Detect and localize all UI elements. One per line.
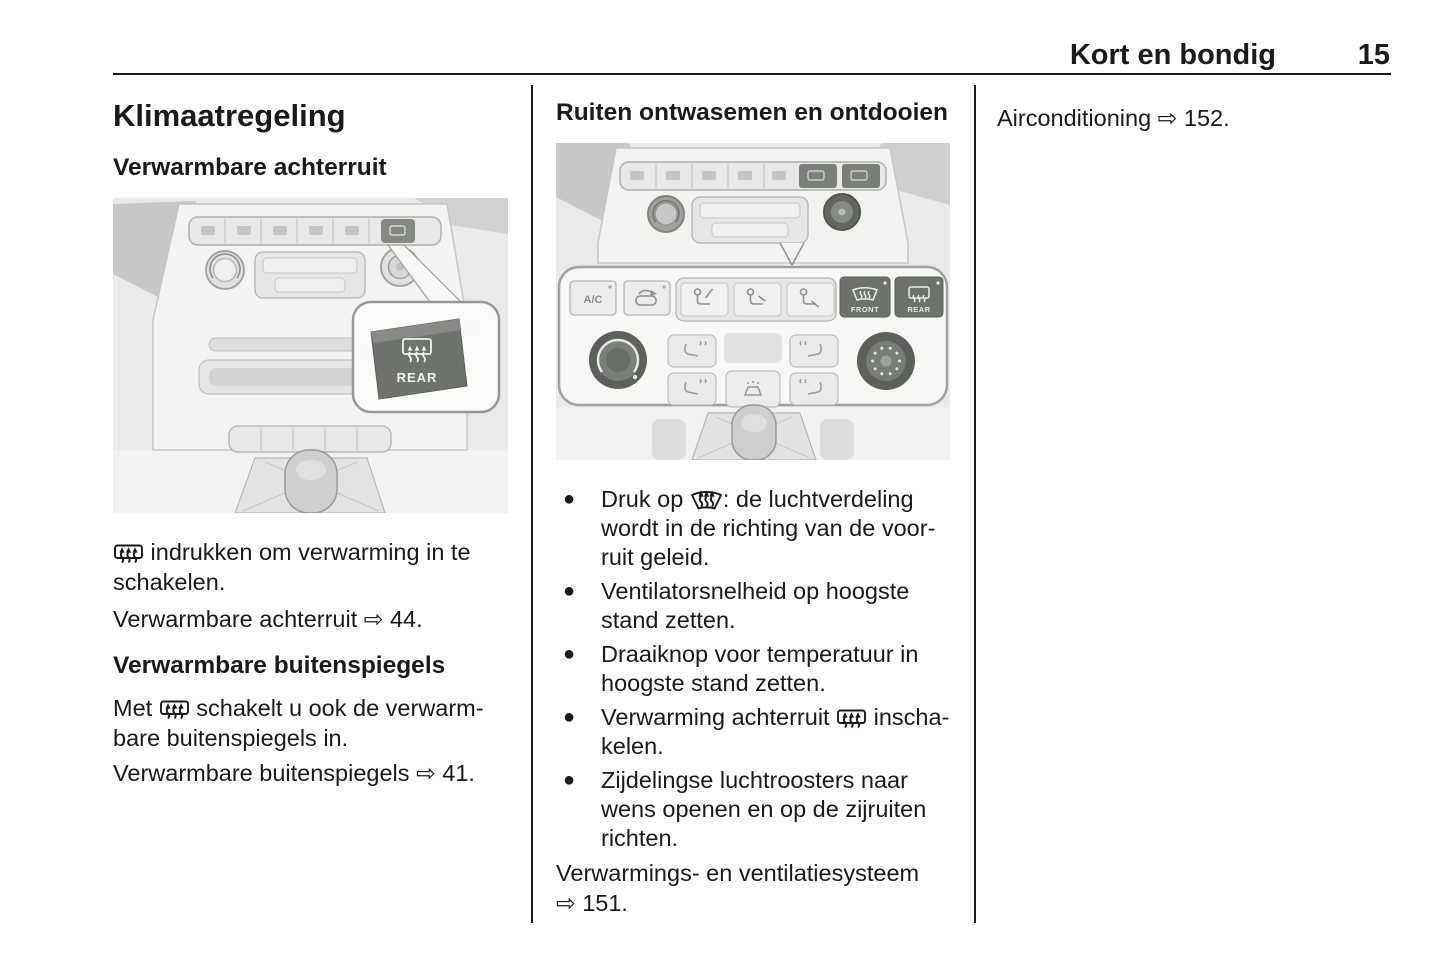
column-climate-control bbox=[113, 98, 510, 788]
recirculation-button bbox=[624, 281, 670, 315]
bullet-marker bbox=[556, 577, 601, 635]
heading-verwarmbare-buitenspiegels: Verwarmbare buitenspiegels bbox=[113, 652, 446, 679]
ref-verwarmings-ventilatiesysteem: Verwarmings- en ventilatiesysteem ⇨ 151. bbox=[556, 860, 920, 916]
front-defrost-button bbox=[840, 277, 890, 317]
list-item-text: Ventilatorsnelheid op hoogste stand zetten. bbox=[601, 578, 910, 633]
demist-steps-list bbox=[556, 485, 953, 853]
list-item-text: Druk op : de luchtverdeling wordt in de richting van de voor- ruit geleid. bbox=[601, 486, 936, 570]
climate-panel-callout bbox=[559, 267, 947, 407]
list-item bbox=[556, 640, 953, 698]
list-item bbox=[556, 577, 953, 635]
list-item-text: Verwarming achterruit inscha- kelen. bbox=[601, 704, 950, 759]
rear-button-label-panel: REAR bbox=[907, 305, 931, 314]
page-number: 15 bbox=[1357, 39, 1390, 71]
list-item-text: Zijdelingse luchtroosters naar wens openen en op de zijruiten richten. bbox=[601, 767, 927, 851]
front-defrost-icon bbox=[690, 488, 723, 511]
bullet-marker bbox=[556, 485, 601, 572]
column-airconditioning bbox=[997, 98, 1391, 133]
ref-verwarmbare-buitenspiegels: Verwarmbare buitenspiegels ⇨ 41. bbox=[113, 760, 475, 786]
rear-defrost-button bbox=[895, 277, 943, 317]
para-heated-mirrors: Met schakelt u ook de verwarm- bare buitenspiegels in. bbox=[113, 695, 484, 751]
bullet-marker bbox=[556, 640, 601, 698]
rear-heat-icon bbox=[159, 697, 190, 720]
list-item-text: Draaiknop voor temperatuur in hoogste stand zetten. bbox=[601, 641, 919, 696]
rear-button-label: REAR bbox=[396, 370, 438, 385]
console-rear-button-illustration bbox=[113, 198, 508, 513]
list-item bbox=[556, 703, 953, 761]
fan-speed-knob bbox=[589, 331, 647, 389]
rear-button-callout bbox=[353, 302, 499, 412]
rear-heat-icon bbox=[836, 706, 867, 729]
list-item bbox=[556, 766, 953, 853]
air-distribution-buttons bbox=[676, 278, 836, 321]
column-divider-left bbox=[531, 85, 533, 923]
ac-button-label: A/C bbox=[583, 294, 603, 306]
heading-klimaatregeling: Klimaatregeling bbox=[113, 98, 346, 133]
front-button-label: FRONT bbox=[850, 305, 880, 314]
page-header-title: Kort en bondig bbox=[1069, 39, 1276, 71]
rear-heat-icon bbox=[113, 541, 144, 564]
header-rule bbox=[113, 73, 1391, 75]
bullet-marker bbox=[556, 766, 601, 853]
ref-verwarmbare-achterruit: Verwarmbare achterruit ⇨ 44. bbox=[113, 606, 423, 632]
para-rear-window-heating: indrukken om verwarming in te schakelen. bbox=[113, 539, 471, 595]
heading-ruiten-ontwasemen: Ruiten ontwasemen en ontdooien bbox=[556, 99, 949, 126]
bullet-marker bbox=[556, 703, 601, 761]
column-divider-right bbox=[974, 85, 976, 923]
heading-verwarmbare-achterruit: Verwarmbare achterruit bbox=[113, 154, 387, 181]
temperature-knob bbox=[857, 332, 915, 390]
ref-airconditioning: Airconditioning ⇨ 152. bbox=[997, 105, 1230, 131]
column-demist-defrost bbox=[556, 98, 953, 942]
rear-heat-button-small bbox=[381, 219, 415, 243]
list-item bbox=[556, 485, 953, 572]
climate-control-panel-illustration bbox=[556, 143, 950, 460]
